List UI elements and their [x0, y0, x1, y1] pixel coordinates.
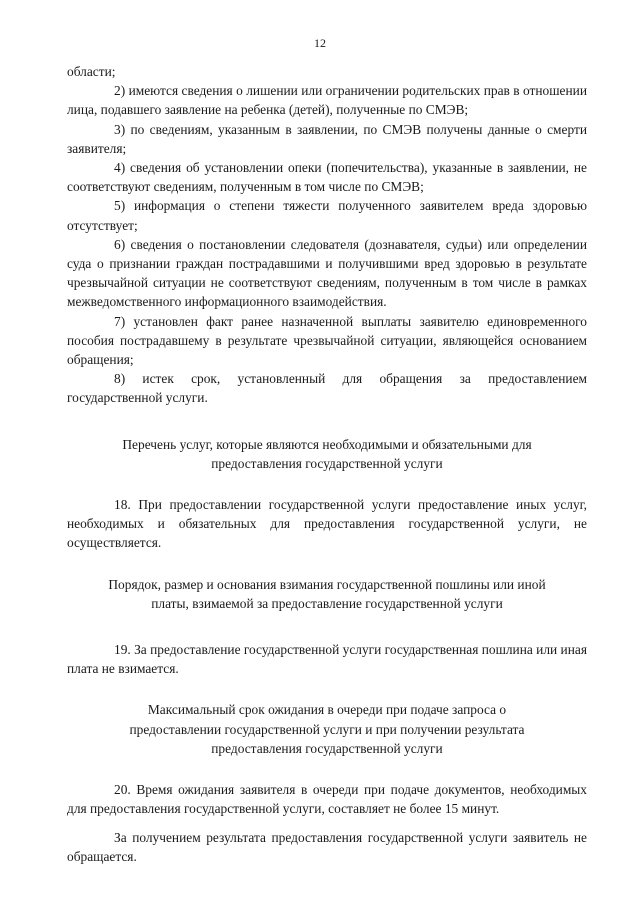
paragraph-18: 18. При предоставлении государственной услуги предоставление иных услуг, необходимых и обязательных для предоставления государственной услуги, не осуществляется. [67, 497, 587, 551]
list-item-7: 7) установлен факт ранее назначенной выплаты заявителю единовременного пособия пострадавшему в результате чрезвычайной ситуации, являющейся основанием обращения; [67, 313, 587, 368]
list-item-3: 3) по сведениям, указанным в заявлении, по СМЭВ получены данные о смерти заявителя; [67, 121, 587, 156]
document-body [67, 62, 587, 866]
page-number: 12 [314, 36, 326, 50]
paragraph-19: 19. За предоставление государственной услуги государственная пошлина или иная плата не взимается. [67, 642, 587, 677]
list-item-6: 6) сведения о постановлении следователя (дознавателя, судьи) или определении суда о признании граждан пострадавшими и получившими вред здоровью в результате чрезвычайной ситуации не соответствуют сведениям, полученным в том числе в рамках межведомственного информационного взаимодействия. [67, 236, 587, 310]
list-item-8: 8) истек срок, установленный для обращения за предоставлением государственной услуги. [67, 371, 587, 406]
paragraph-20: 20. Время ожидания заявителя в очереди при подаче документов, необходимых для предоставления государственной услуги, составляет не более 15 минут. [67, 782, 587, 817]
list-item-2: 2) имеются сведения о лишении или ограничении родительских прав в отношении лица, подавшего заявление на ребенка (детей), полученные по СМЭВ; [67, 83, 587, 118]
list-item-4: 4) сведения об установлении опеки (попечительства), указанные в заявлении, не соответствуют сведениям, полученным в том числе по СМЭВ; [67, 160, 587, 195]
section-heading-fees: Порядок, размер и основания взимания государственной пошлины или иной платы, взимаемой за предоставление государственной услуги [108, 576, 546, 611]
paragraph-continuation: области; [67, 64, 116, 79]
paragraph-20-continuation: За получением результата предоставления государственной услуги заявитель не обращается. [67, 829, 587, 864]
section-heading-services: Перечень услуг, которые являются необходимыми и обязательными для предоставления государственной услуги [122, 436, 532, 471]
list-item-5: 5) информация о степени тяжести полученного заявителем вреда здоровью отсутствует; [67, 198, 587, 233]
section-heading-waiting-time: Максимальный срок ожидания в очереди при подаче запроса о предоставлении государственной услуги и при получении результата предоставления государственной услуги [129, 702, 525, 756]
